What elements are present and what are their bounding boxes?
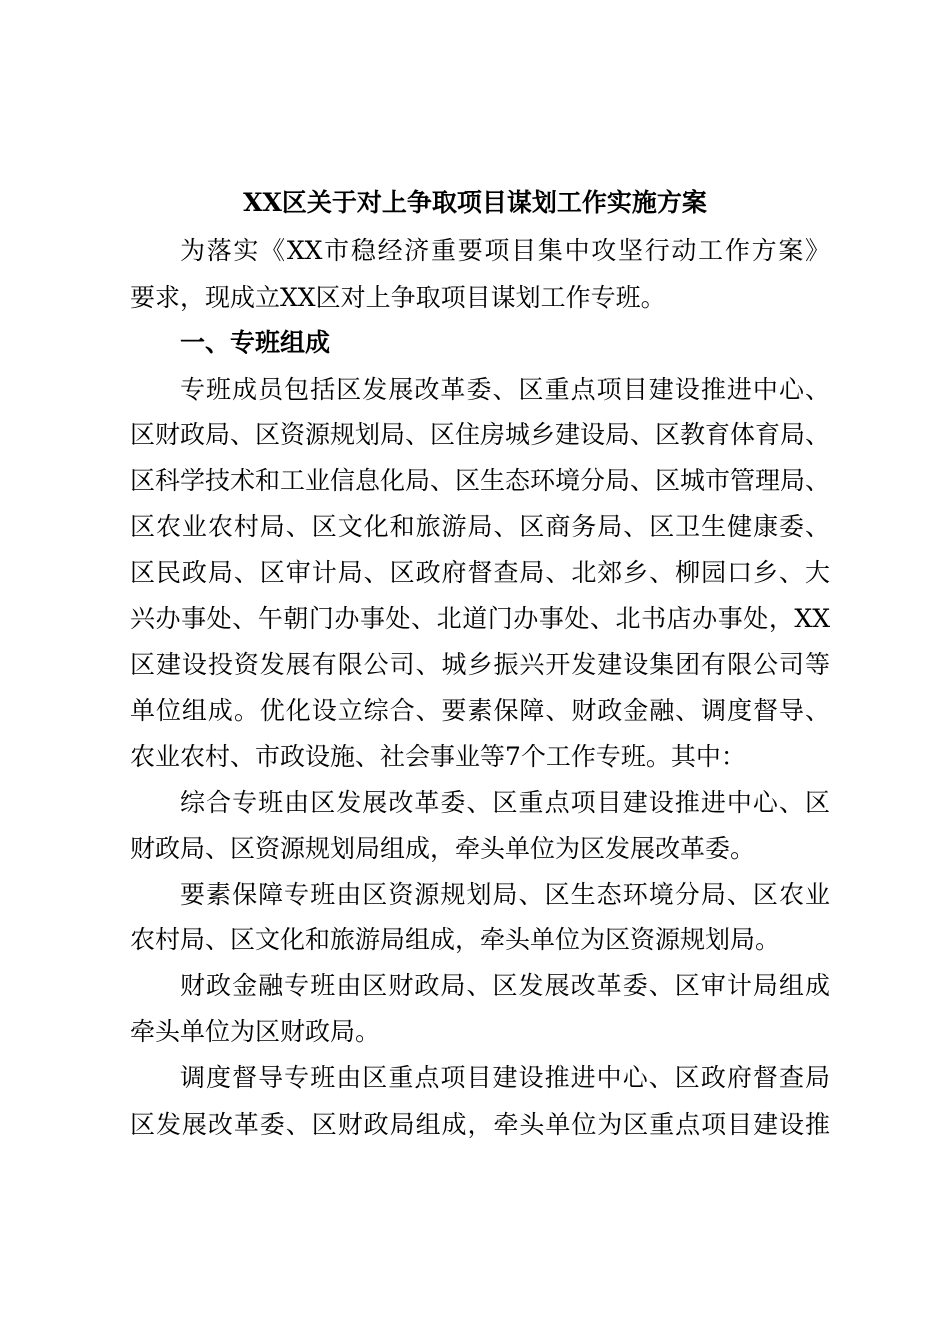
zonghe-line-1: 综合专班由区发展改革委、区重点项目建设推进中心、区: [180, 788, 830, 817]
caizheng-line-1: 财政金融专班由区财政局、区发展改革委、区审计局组成: [180, 971, 830, 1000]
members-line-9: 农业农村、市政设施、社会事业等7个工作专班。其中：: [130, 742, 746, 771]
intro-line-2: 要求，现成立XX区对上争取项目谋划工作专班。: [130, 283, 666, 312]
document-title: XX区关于对上争取项目谋划工作实施方案: [243, 188, 707, 217]
members-line-5: 区民政局、区审计局、区政府督查局、北郊乡、柳园口乡、大: [130, 558, 830, 587]
yaosu-line-1: 要素保障专班由区资源规划局、区生态环境分局、区农业: [180, 880, 830, 909]
intro-line-1: 为落实《XX市稳经济重要项目集中攻坚行动工作方案》: [180, 236, 830, 265]
diaodu-line-1: 调度督导专班由区重点项目建设推进中心、区政府督查局: [180, 1063, 830, 1092]
section-heading: 一、专班组成: [180, 328, 331, 357]
members-line-8: 单位组成。优化设立综合、要素保障、财政金融、调度督导、: [130, 696, 830, 725]
members-line-2: 区财政局、区资源规划局、区住房城乡建设局、区教育体育局、: [130, 420, 831, 449]
members-line-6: 兴办事处、午朝门办事处、北道门办事处、北书店办事处，XX: [130, 604, 830, 633]
members-line-1: 专班成员包括区发展改革委、区重点项目建设推进中心、: [180, 375, 830, 404]
diaodu-line-2: 区发展改革委、区财政局组成，牵头单位为区重点项目建设推: [130, 1110, 830, 1139]
members-line-3: 区科学技术和工业信息化局、区生态环境分局、区城市管理局、: [130, 466, 831, 495]
zonghe-line-2: 财政局、区资源规划局组成，牵头单位为区发展改革委。: [130, 834, 756, 863]
caizheng-line-2: 牵头单位为区财政局。: [130, 1017, 381, 1046]
members-line-7: 区建设投资发展有限公司、城乡振兴开发建设集团有限公司等: [130, 650, 830, 679]
members-line-4: 区农业农村局、区文化和旅游局、区商务局、区卫生健康委、: [130, 512, 830, 541]
yaosu-line-2: 农村局、区文化和旅游局组成，牵头单位为区资源规划局。: [130, 925, 781, 954]
